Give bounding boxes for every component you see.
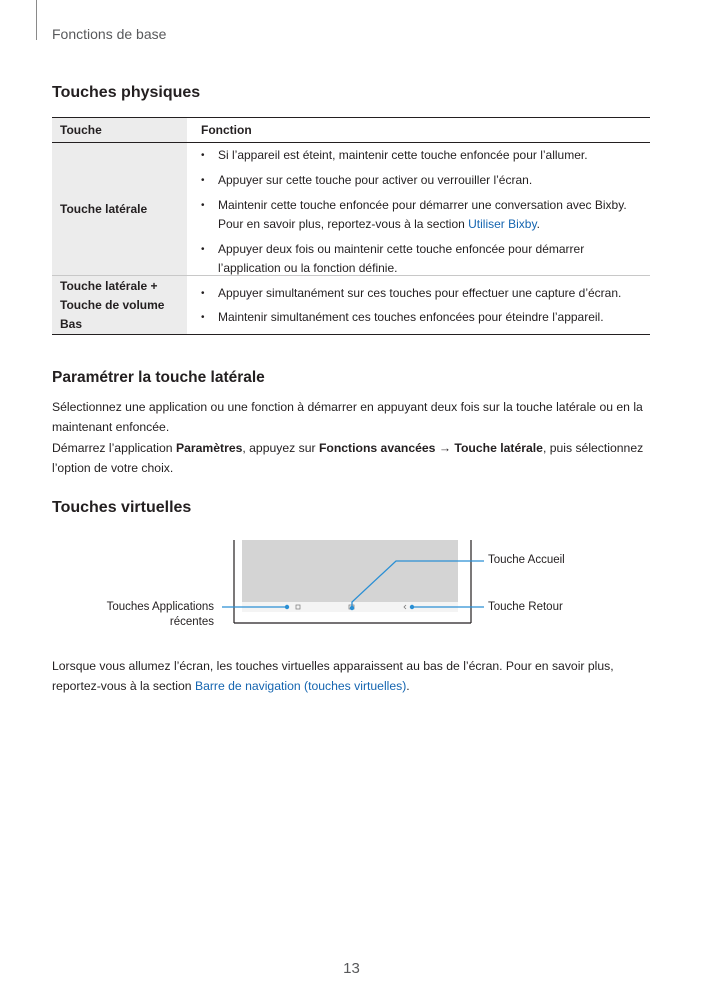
key-side-volume-down: Touche latérale + Touche de volume Bas	[60, 278, 165, 331]
paragraph-virtual-keys: Lorsque vous allumez l’écran, les touches virtuelles apparaissent au bas de l’écran. Pour en savoir plus, reportez-vous à la section Barre de navigation (touches virtuelles).	[52, 659, 614, 693]
side-rule	[36, 0, 37, 40]
list-item: • Si l’appareil est éteint, maintenir cette touche enfoncée pour l’allumer.	[201, 146, 650, 165]
callout-dot-home	[350, 606, 354, 610]
callout-recent-apps: Touches Applications récentes	[106, 601, 214, 628]
section-title-virtual-keys: Touches virtuelles	[52, 499, 192, 516]
section-title-side-key: Paramétrer la touche latérale	[52, 369, 265, 386]
function-list	[201, 284, 621, 327]
section-title-physical-keys: Touches physiques	[52, 84, 201, 101]
key-side: Touche latérale	[60, 202, 148, 216]
device-screen	[242, 540, 458, 612]
callout-dot-recent	[285, 605, 289, 609]
table-row	[52, 143, 650, 276]
function-list	[201, 146, 650, 278]
callout-back-key: Touche Retour	[488, 601, 563, 613]
link-navigation-bar[interactable]: Barre de navigation (touches virtuelles)	[194, 679, 407, 693]
table-header-key: Touche	[52, 118, 187, 142]
callout-home-key: Touche Accueil	[488, 554, 565, 566]
list-item: • Appuyer simultanément sur ces touches pour effectuer une capture d’écran.	[201, 284, 621, 303]
table-header-row	[52, 117, 650, 143]
paragraph-side-key-2: Démarrez l’application Paramètres, appuyez sur Fonctions avancées → Touche latérale, puis sélectionnez l’option de votre choix.	[52, 441, 644, 475]
list-item: • Appuyer sur cette touche pour activer ou verrouiller l’écran.	[201, 171, 650, 190]
list-item: • Appuyer deux fois ou maintenir cette touche enfoncée pour démarrer l’application ou la fonction définie.	[201, 240, 650, 278]
physical-keys-table	[52, 117, 650, 335]
paragraph-side-key-1: Sélectionnez une application ou une fonction à démarrer en appuyant deux fois sur la touche latérale ou en la maintenant enfoncée.	[52, 400, 643, 434]
list-item: • Maintenir simultanément ces touches enfoncées pour éteindre l’appareil.	[201, 308, 621, 327]
table-header-function: Fonction	[201, 123, 252, 137]
table-row	[52, 276, 650, 335]
page-number: 13	[343, 960, 360, 977]
list-item: • Maintenir cette touche enfoncée pour démarrer une conversation avec Bixby. Pour en savoir plus, reportez-vous à la section Utiliser Bixby.	[201, 196, 650, 234]
link-use-bixby[interactable]: Utiliser Bixby	[468, 217, 537, 231]
running-head: Fonctions de base	[52, 26, 167, 42]
callout-dot-back	[410, 605, 414, 609]
